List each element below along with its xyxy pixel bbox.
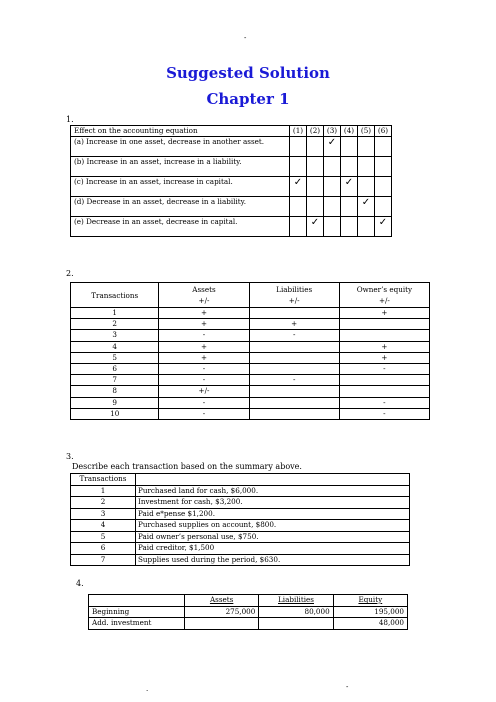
q3-transaction-number: 1 — [71, 485, 136, 497]
q4-header-blank — [89, 595, 185, 607]
q1-check-cell — [290, 157, 307, 177]
q2-equity-effect: - — [339, 397, 429, 408]
q1-check-cell — [290, 177, 307, 197]
q1-check-cell — [290, 137, 307, 157]
q2-row — [71, 408, 430, 419]
q2-row — [71, 386, 430, 397]
q3-transaction-number: 6 — [71, 543, 136, 555]
q2-liabilities-effect: + — [249, 319, 339, 330]
q2-transaction-number: 4 — [71, 341, 159, 352]
q1-header-col: (1) — [290, 126, 307, 137]
q2-liabilities-sign: +/- — [288, 296, 300, 305]
q2-row — [71, 352, 430, 363]
q1-number: 1. — [66, 115, 74, 124]
q4-header-liabilities-label: Liabilities — [278, 595, 314, 604]
q2-transaction-number: 1 — [71, 308, 159, 319]
q1-row — [71, 157, 392, 177]
bottom-left-mark: . — [146, 685, 149, 693]
q1-check-cell — [307, 157, 324, 177]
q3-transaction-number: 5 — [71, 531, 136, 543]
q3-transaction-number: 4 — [71, 520, 136, 532]
q3-transaction-description: Purchased supplies on account, $800. — [136, 520, 410, 532]
q2-transaction-number: 5 — [71, 352, 159, 363]
q2-row — [71, 308, 430, 319]
top-mark: - — [244, 34, 247, 42]
q3-header-blank — [136, 474, 410, 486]
q1-check-cell — [375, 197, 392, 217]
q1-check-cell — [375, 157, 392, 177]
q2-assets-effect: - — [159, 375, 249, 386]
q2-equity-label: Owner’s equity — [356, 285, 413, 294]
q1-header-row — [71, 126, 392, 137]
q2-transaction-number: 3 — [71, 330, 159, 341]
q1-check-cell — [341, 177, 358, 197]
q1-header-col: (5) — [358, 126, 375, 137]
q2-liabilities-effect — [249, 386, 339, 397]
q2-equity-sign: +/- — [378, 296, 390, 305]
q2-number: 2. — [66, 269, 74, 278]
q2-liabilities-label: Liabilities — [276, 285, 313, 294]
q2-assets-effect: + — [159, 319, 249, 330]
q3-row — [71, 497, 410, 509]
q2-header-assets — [159, 283, 249, 308]
q1-row-description: (d) Decrease in an asset, decrease in a liability. — [71, 197, 290, 217]
q1-check-cell — [290, 197, 307, 217]
q2-assets-effect: + — [159, 352, 249, 363]
q1-check-cell — [324, 137, 341, 157]
q2-header-liabilities — [249, 283, 339, 308]
q3-row — [71, 531, 410, 543]
q2-transaction-number: 2 — [71, 319, 159, 330]
q2-liabilities-effect: - — [249, 330, 339, 341]
page-title: Suggested Solution — [166, 64, 330, 82]
q2-assets-sign: +/- — [198, 296, 210, 305]
q2-assets-effect: - — [159, 364, 249, 375]
q2-liabilities-effect — [249, 341, 339, 352]
q4-equity-value: 48,000 — [333, 618, 407, 630]
q4-row-label: Beginning — [89, 606, 185, 618]
q2-assets-label: Assets — [192, 285, 216, 294]
q2-liabilities-effect — [249, 364, 339, 375]
q1-check-cell — [358, 177, 375, 197]
q2-row — [71, 364, 430, 375]
q2-table — [70, 282, 430, 420]
checkmark-icon: ✓ — [344, 177, 354, 188]
q2-assets-effect: + — [159, 341, 249, 352]
q2-row — [71, 375, 430, 386]
q1-row — [71, 217, 392, 237]
q3-instruction: Describe each transaction based on the summary above. — [72, 462, 302, 471]
q2-equity-effect: + — [339, 341, 429, 352]
q4-liabilities-value: 80,000 — [259, 606, 333, 618]
q1-check-cell — [341, 197, 358, 217]
checkmark-icon: ✓ — [293, 177, 303, 188]
q1-header-col: (6) — [375, 126, 392, 137]
q2-transaction-number: 8 — [71, 386, 159, 397]
q2-liabilities-effect — [249, 397, 339, 408]
q2-liabilities-effect — [249, 308, 339, 319]
q3-header-transactions: Transactions — [71, 474, 136, 486]
q1-check-cell — [358, 217, 375, 237]
q4-header-assets-label: Assets — [209, 595, 234, 604]
q3-row — [71, 543, 410, 555]
q1-check-cell — [358, 197, 375, 217]
q1-row — [71, 177, 392, 197]
q2-liabilities-effect — [249, 352, 339, 363]
q4-table — [88, 594, 408, 630]
q1-row-description: (c) Increase in an asset, increase in capital. — [71, 177, 290, 197]
q3-header-row — [71, 474, 410, 486]
q3-transaction-description: Paid owner’s personal use, $750. — [136, 531, 410, 543]
q1-check-cell — [324, 197, 341, 217]
q4-row — [89, 618, 408, 630]
q2-header-transactions: Transactions — [71, 283, 159, 308]
q1-check-cell — [290, 217, 307, 237]
q2-transaction-number: 9 — [71, 397, 159, 408]
q1-check-cell — [324, 157, 341, 177]
q2-header-equity — [339, 283, 429, 308]
q1-header-col: (3) — [324, 126, 341, 137]
q1-check-cell — [375, 217, 392, 237]
q3-transaction-description: Paid creditor, $1,500 — [136, 543, 410, 555]
q1-check-cell — [307, 177, 324, 197]
q2-transaction-number: 7 — [71, 375, 159, 386]
q1-row-description: (a) Increase in one asset, decrease in another asset. — [71, 137, 290, 157]
q3-table — [70, 473, 410, 566]
q1-check-cell — [375, 177, 392, 197]
q2-assets-effect: - — [159, 330, 249, 341]
checkmark-icon: ✓ — [361, 197, 371, 208]
q3-transaction-number: 3 — [71, 508, 136, 520]
q2-equity-effect — [339, 375, 429, 386]
q4-header-equity — [333, 595, 407, 607]
chapter-title: Chapter 1 — [206, 90, 290, 108]
q1-table — [70, 125, 392, 237]
checkmark-icon: ✓ — [378, 217, 388, 228]
q1-check-cell — [358, 157, 375, 177]
q2-equity-effect — [339, 386, 429, 397]
q3-row — [71, 554, 410, 566]
q1-row-description: (e) Decrease in an asset, decrease in capital. — [71, 217, 290, 237]
q2-row — [71, 330, 430, 341]
q4-header-liabilities — [259, 595, 333, 607]
q3-transaction-description: Investment for cash, $3,200. — [136, 497, 410, 509]
q1-check-cell — [307, 217, 324, 237]
q1-check-cell — [307, 137, 324, 157]
q1-check-cell — [358, 137, 375, 157]
q2-equity-effect — [339, 330, 429, 341]
q3-row — [71, 485, 410, 497]
bottom-right-mark: - — [346, 683, 349, 691]
q2-transaction-number: 6 — [71, 364, 159, 375]
checkmark-icon: ✓ — [327, 137, 337, 148]
q1-check-cell — [341, 157, 358, 177]
q2-row — [71, 319, 430, 330]
q1-row — [71, 137, 392, 157]
q3-transaction-description: Supplies used during the period, $630. — [136, 554, 410, 566]
q3-transaction-description: Purchased land for cash, $6,000. — [136, 485, 410, 497]
q2-equity-effect: + — [339, 308, 429, 319]
q4-assets-value: 275,000 — [185, 606, 259, 618]
q1-check-cell — [324, 177, 341, 197]
q2-assets-effect: - — [159, 408, 249, 419]
q3-transaction-description: Paid e*pense $1,200. — [136, 508, 410, 520]
q4-header-row — [89, 595, 408, 607]
q2-assets-effect: + — [159, 308, 249, 319]
q1-check-cell — [375, 137, 392, 157]
q2-row — [71, 341, 430, 352]
q4-assets-value — [185, 618, 259, 630]
q4-row-label: Add. investment — [89, 618, 185, 630]
q1-check-cell — [324, 217, 341, 237]
q2-assets-effect: - — [159, 397, 249, 408]
q2-equity-effect: - — [339, 364, 429, 375]
q3-row — [71, 508, 410, 520]
q4-number: 4. — [76, 579, 84, 588]
q2-row — [71, 397, 430, 408]
q3-transaction-number: 2 — [71, 497, 136, 509]
q1-header-col: (2) — [307, 126, 324, 137]
q3-row — [71, 520, 410, 532]
q4-equity-value: 195,000 — [333, 606, 407, 618]
q1-check-cell — [307, 197, 324, 217]
q4-row — [89, 606, 408, 618]
q2-equity-effect: + — [339, 352, 429, 363]
q2-assets-effect: +/- — [159, 386, 249, 397]
q1-header-col: (4) — [341, 126, 358, 137]
q3-number: 3. — [66, 452, 74, 461]
q2-equity-effect: - — [339, 408, 429, 419]
q3-transaction-number: 7 — [71, 554, 136, 566]
q1-header-effect: Effect on the accounting equation — [71, 126, 290, 137]
q2-transaction-number: 10 — [71, 408, 159, 419]
q1-row — [71, 197, 392, 217]
q4-header-equity-label: Equity — [358, 595, 383, 604]
q2-liabilities-effect — [249, 408, 339, 419]
q1-check-cell — [341, 217, 358, 237]
q1-row-description: (b) Increase in an asset, increase in a liability. — [71, 157, 290, 177]
q2-equity-effect — [339, 319, 429, 330]
q2-header-row — [71, 283, 430, 308]
q2-liabilities-effect: - — [249, 375, 339, 386]
q4-header-assets — [185, 595, 259, 607]
checkmark-icon: ✓ — [310, 217, 320, 228]
q4-liabilities-value — [259, 618, 333, 630]
q1-check-cell — [341, 137, 358, 157]
